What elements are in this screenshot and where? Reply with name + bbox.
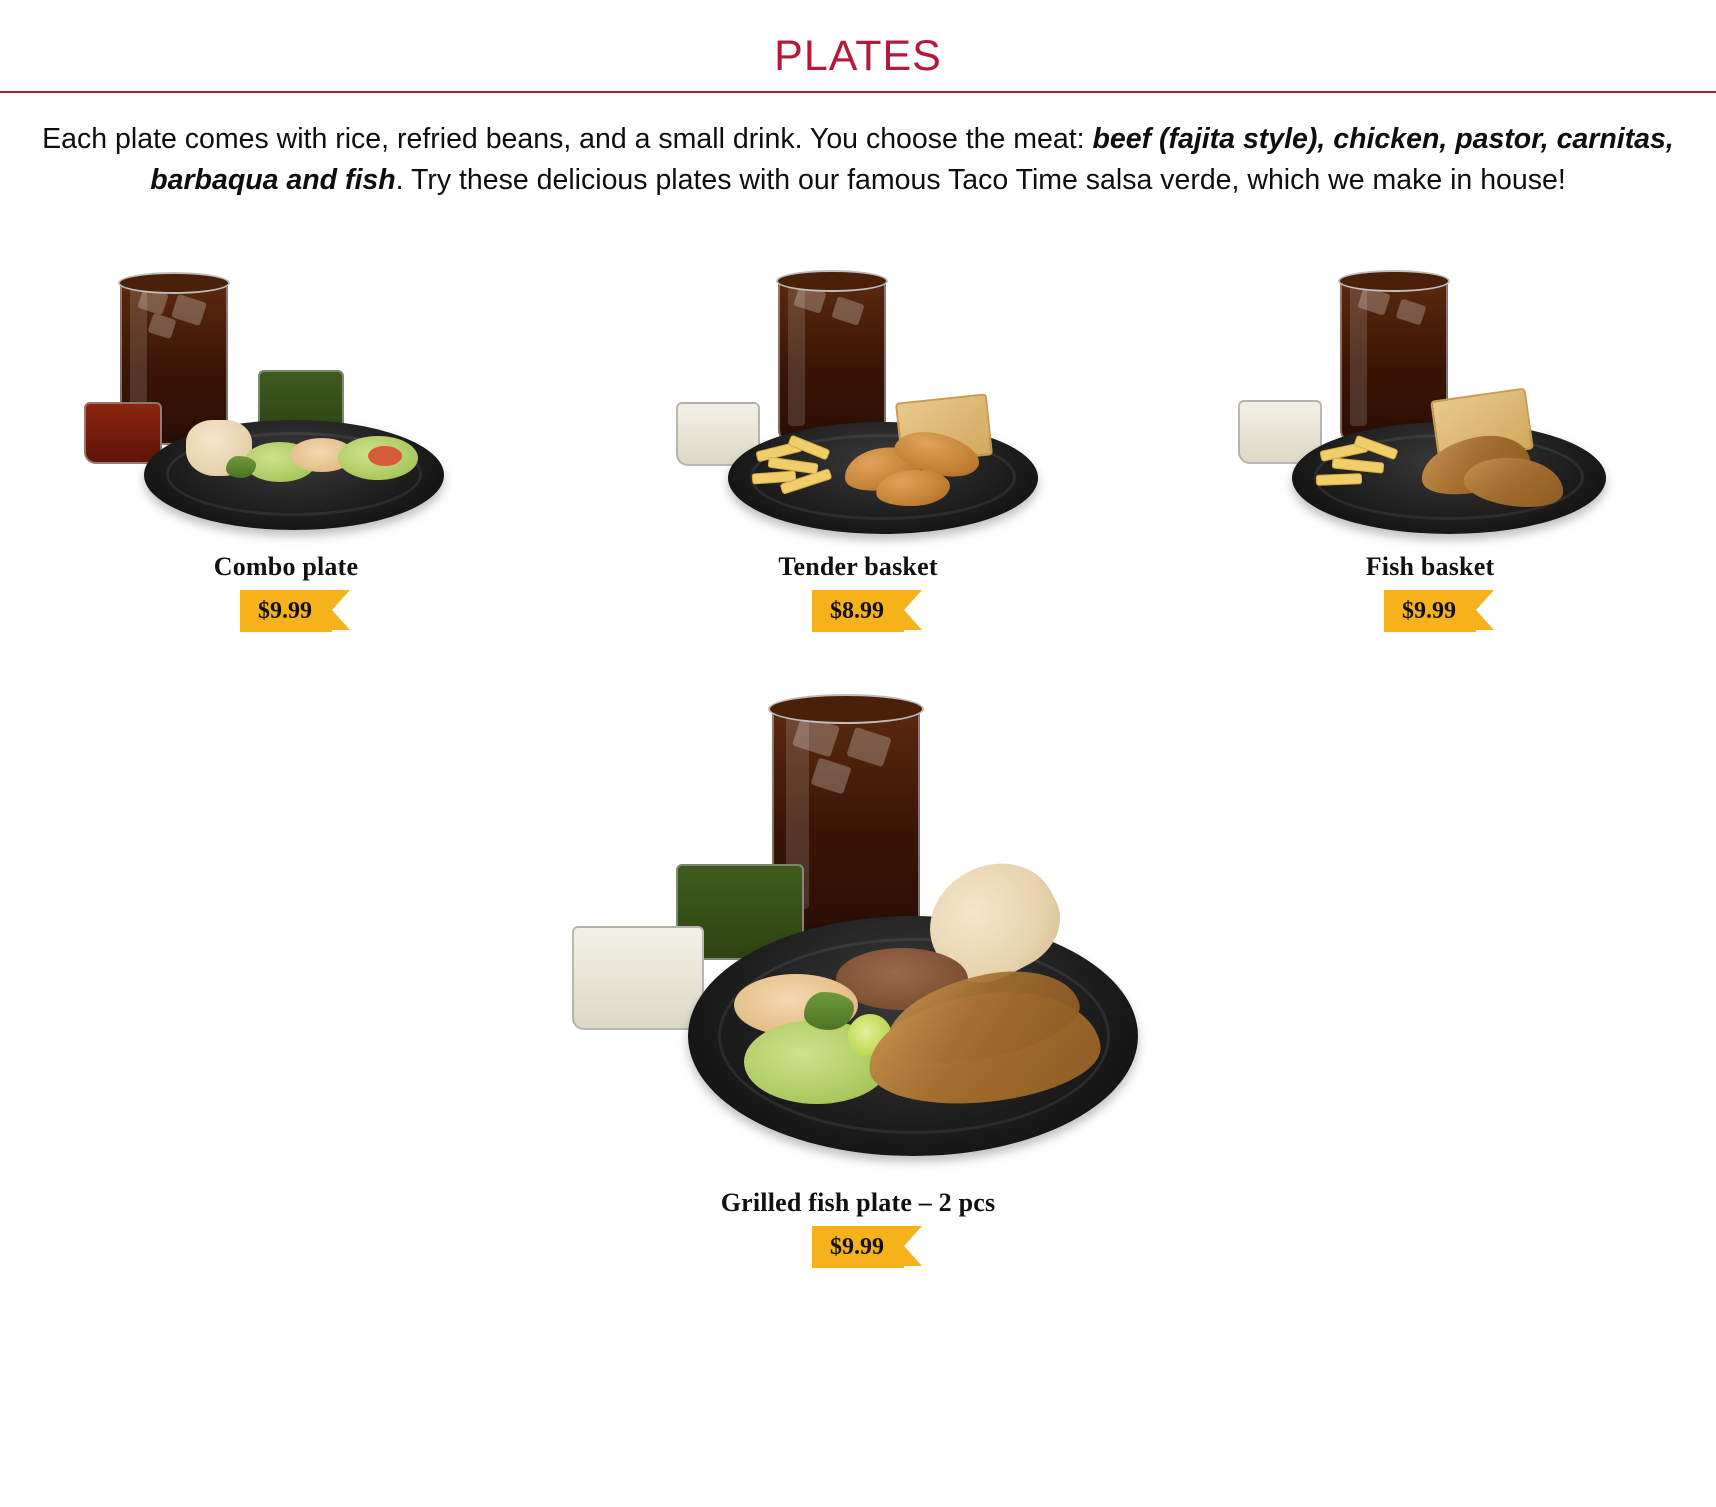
item-name: Fish basket: [1365, 551, 1495, 581]
price-badge: $9.99: [1384, 590, 1476, 632]
price-badge: $9.99: [812, 1226, 904, 1268]
menu-item-fish-basket[interactable]: [1144, 270, 1716, 632]
drink-cup-icon: [778, 276, 886, 444]
price-badge: $8.99: [812, 590, 904, 632]
page-title: PLATES: [774, 32, 942, 80]
drink-cup-rim-icon: [768, 694, 924, 724]
items-row-bottom: [0, 676, 1716, 1268]
ranch-cup-icon: [572, 926, 704, 1030]
items-row-top: [0, 270, 1716, 632]
tomato-icon: [368, 446, 402, 466]
section-header: [0, 0, 1716, 93]
grilled-fish-plate-photo: [558, 676, 1158, 1176]
section-description: [8, 119, 1708, 202]
description-meat-options: beef (fajita style), chicken, pastor, carnitas, barbaqua and fish: [150, 123, 1674, 197]
fish-basket-photo: [1220, 270, 1640, 540]
salsa-roja-cup-icon: [84, 402, 162, 464]
description-part-2: . Try these delicious plates with our famous Taco Time salsa verde, which we make in house!: [395, 164, 1566, 197]
menu-item-tender-basket[interactable]: [572, 270, 1144, 632]
item-name: Combo plate: [213, 551, 359, 581]
combo-plate-photo: [76, 270, 496, 540]
price-badge: $9.99: [240, 590, 332, 632]
description-part-1: Each plate comes with rice, refried beans, and a small drink. You choose the meat:: [42, 123, 1093, 156]
tender-basket-photo: [648, 270, 1068, 540]
menu-item-grilled-fish-plate[interactable]: [408, 676, 1308, 1268]
drink-cup-rim-icon: [118, 272, 230, 294]
drink-cup-rim-icon: [1338, 270, 1450, 292]
menu-item-combo-plate[interactable]: [0, 270, 572, 632]
item-name: Tender basket: [778, 551, 938, 581]
drink-cup-rim-icon: [776, 270, 888, 292]
item-name: Grilled fish plate – 2 pcs: [720, 1187, 996, 1217]
